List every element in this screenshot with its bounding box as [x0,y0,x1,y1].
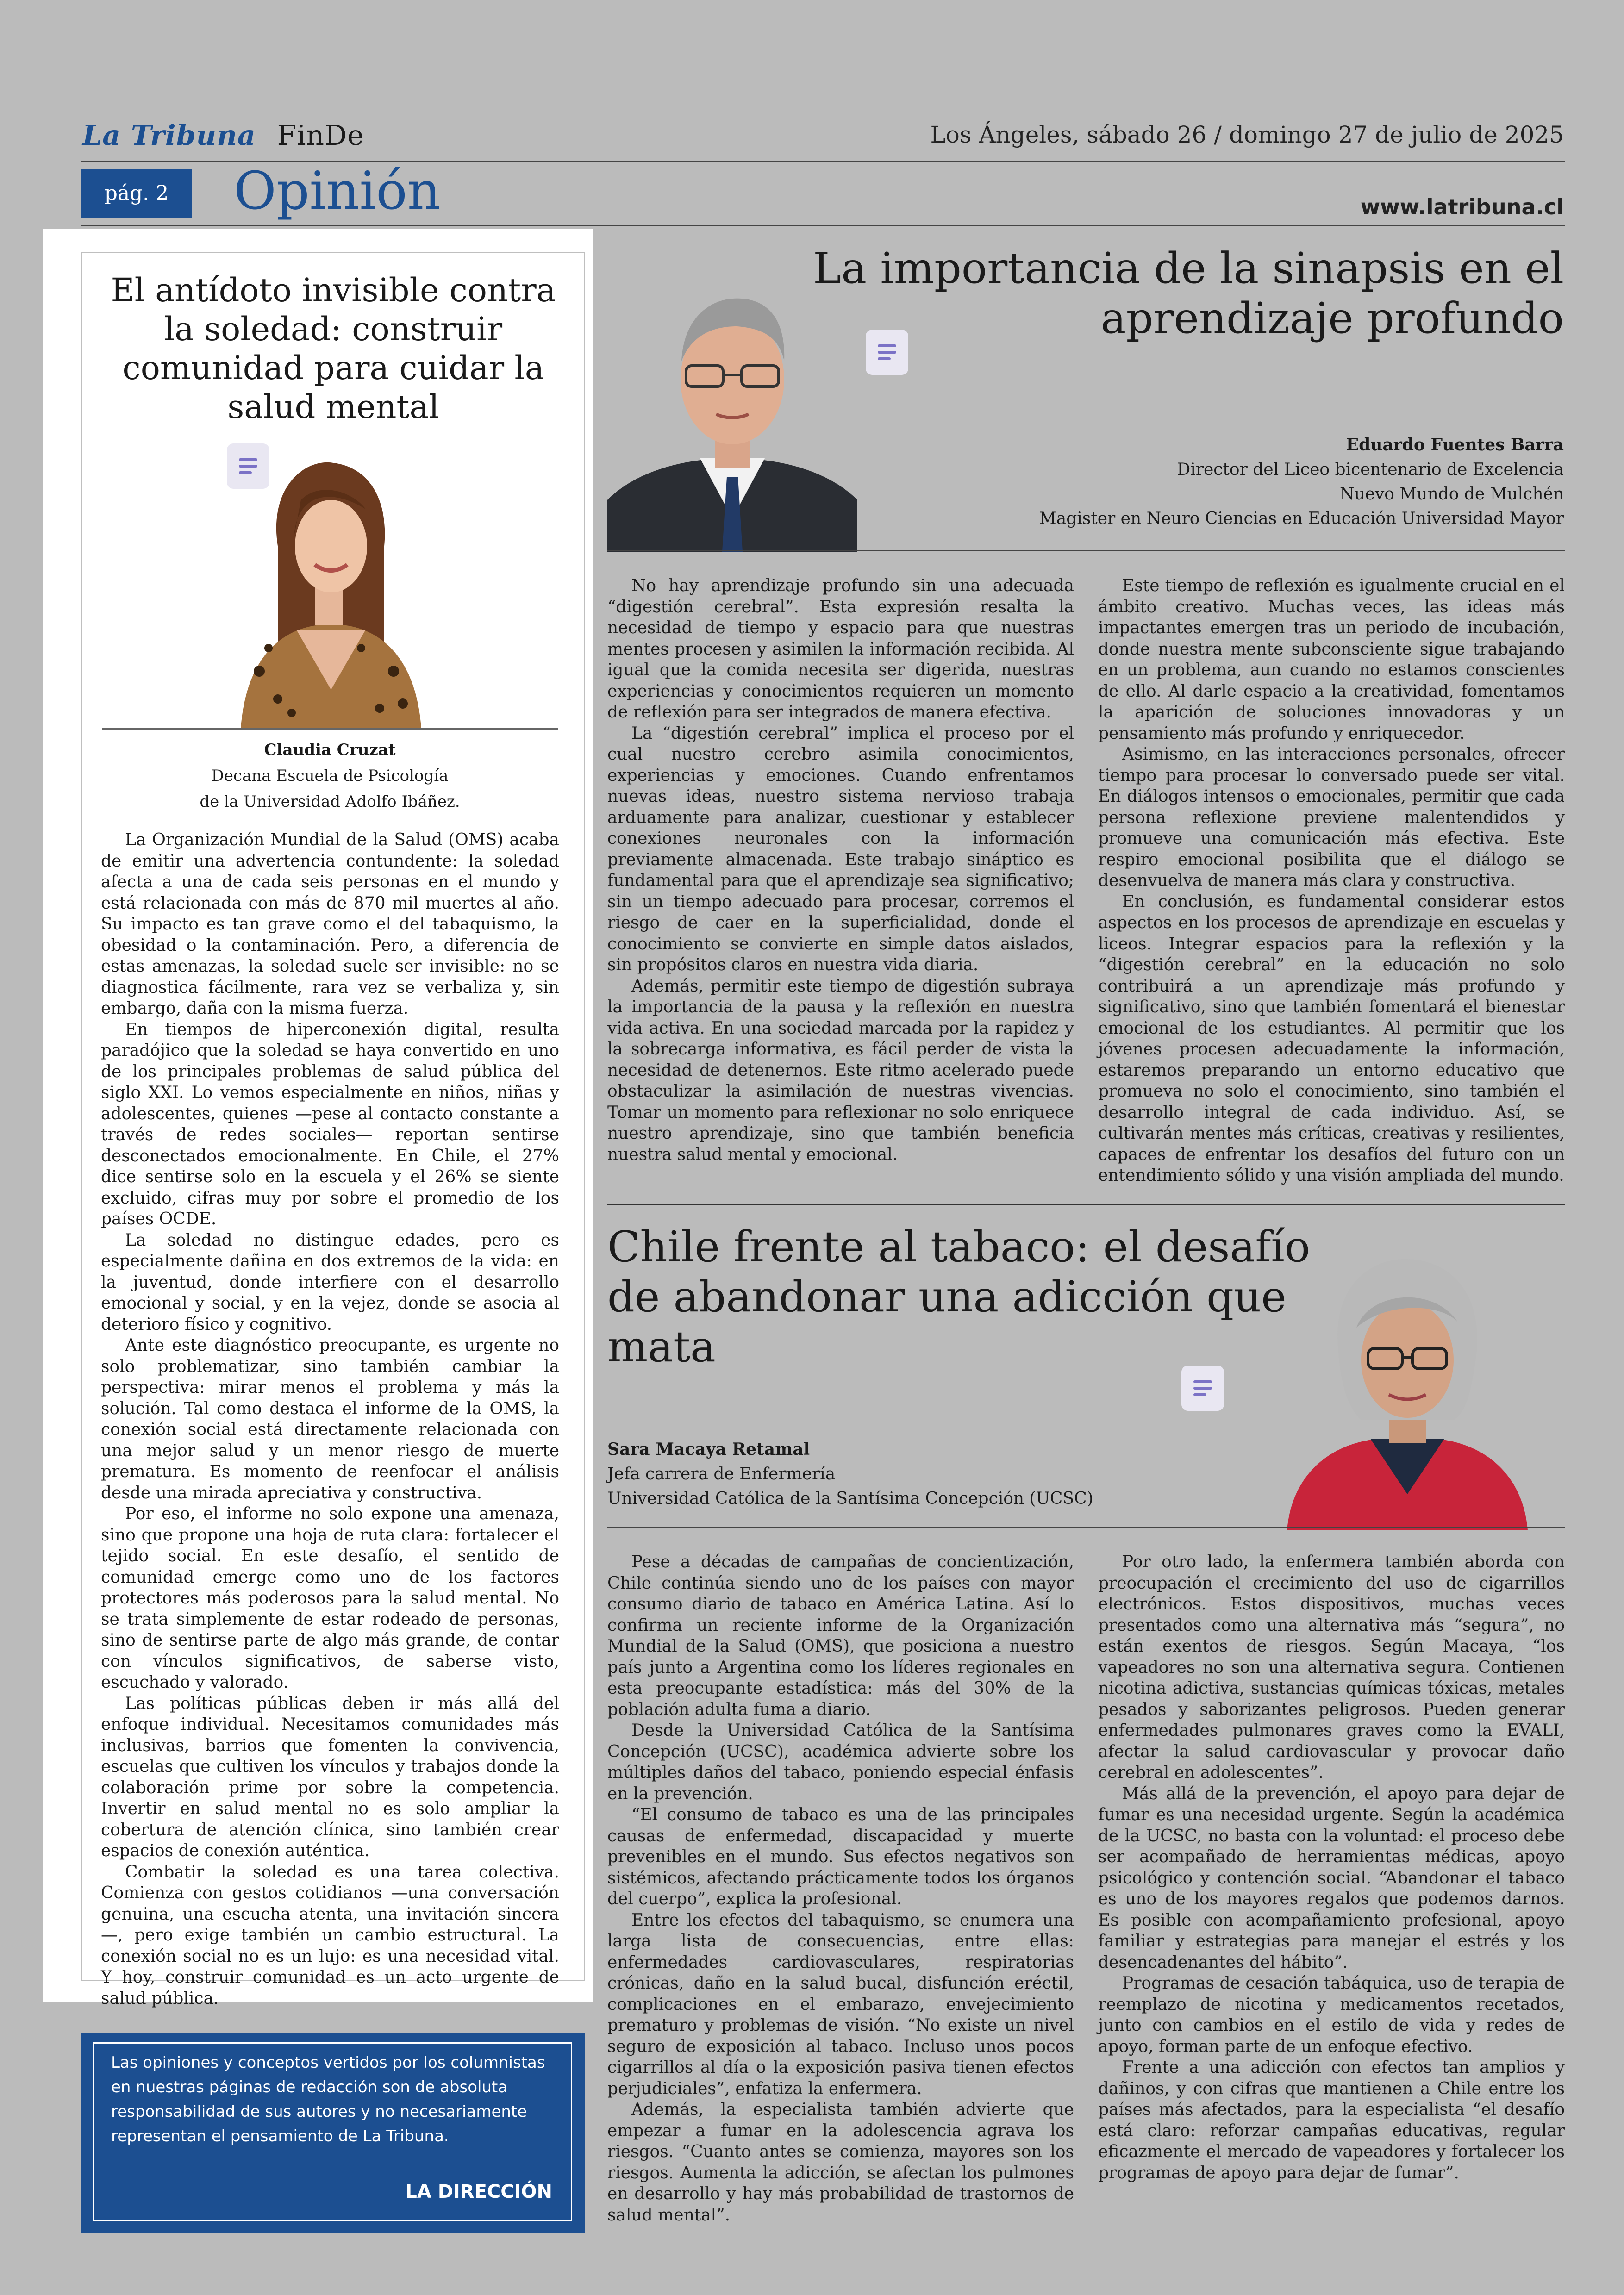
sinapsis-column-2 [1098,575,1565,1184]
paragraph: Más allá de la prevención, el apoyo para dejar de fumar es una necesidad urgente. Según la académica de la UCSC, no basta con la voluntad: el proceso debe ser acompañado de herramientas médicas, apoyo psicológico y contención social. “Abandonar el tabaco es uno de los mayores regalos que podemos darnos. Es posible con acompañamiento profesional, apoyo familiar y estrategias para manejar el estrés y los desencadenantes del hábito”. [1098,1784,1565,1972]
author-name: Claudia Cruzat [264,741,396,759]
paragraph: Desde la Universidad Católica de la Santísima Concepción (UCSC), académica advierte sobre los múltiples daños del tabaco, poniendo especial énfasis en la prevención. [607,1721,1074,1803]
byline-rule [607,1527,1565,1528]
author-title: Magister en Neuro Ciencias en Educación Universidad Mayor [1039,509,1564,528]
paragraph: Frente a una adicción con efectos tan amplios y dañinos, y con cifras que mantienen a Chile entre los países más afectados, para la especialista “el desafío está claro: reforzar campañas educativas, regular eficazmente el mercado de vapeadores y fortalecer los programas de apoyo para dejar de fumar”. [1098,2058,1565,2183]
left-article-headline: El antídoto invisible contra la soledad: construir comunidad para cuidar la salud mental [111,271,556,426]
paragraph: Asimismo, en las interacciones personales, ofrecer tiempo para procesar lo conversado puede ser vital. En diálogos intensos o emocionales, permitir que cada persona reflexione previene malentendidos y promueve una comunicación más efectiva. Este respiro emocional posibilita que el diálogo se desenvuelva de manera más clara y constructiva. [1098,745,1565,890]
tabaco-column-2 [1098,1552,1565,2234]
article-divider [607,1204,1565,1205]
paragraph: Además, permitir este tiempo de digestión subraya la importancia de la pausa y la reflexión en nuestra vida activa. En una sociedad marcada por la rapidez y la sobrecarga informativa, es fácil perder de vista la necesidad de detenernos. Este ritmo acelerado puede obstaculizar la asimilación de nuestras vivencias. Tomar un momento para reflexionar no solo enriquece nuestro aprendizaje, sino que también beneficia nuestra salud mental y emocional. [607,976,1074,1164]
brand-name: La Tribuna [82,119,256,152]
paragraph: En tiempos de hiperconexión digital, resulta paradójico que la soledad se haya convertido en uno de los principales problemas de salud pública del siglo XXI. Lo vemos especialmente en niños, niñas y adolescentes, quienes —pese al contacto constante a través de redes sociales— reportan sentirse desconectados emocionalmente. En Chile, el 27% dice sentirse solo en la escuela y el 26% se siente excluido, cifras muy por sobre el promedio de los países OCDE. [101,1020,559,1229]
dateline: Los Ángeles, sábado 26 / domingo 27 de julio de 2025 [930,121,1564,148]
masthead-logo [82,119,364,152]
paragraph: Pese a décadas de campañas de concientización, Chile continúa siendo uno de los países con mayor consumo diario de tabaco en América Latina. Así lo confirma un reciente informe de la Organización Mundial de la Salud (OMS), que posiciona a nuestro país junto a Argentina como los líderes regionales en esta preocupante estadística: más del 30% de la población adulta fuma a diario. [607,1553,1074,1719]
sinapsis-author-byline [962,433,1564,531]
sinapsis-headline: La importancia de la sinapsis en el aprendizaje profundo [813,243,1564,343]
paragraph: “El consumo de tabaco es una de las principales causas de enfermedad, discapacidad y muerte prevenibles en el mundo. Sus efectos negativos son sistémicos, afectando prácticamente todos los órganos del cuerpo”, explica la profesional. [607,1805,1074,1908]
author-photo-claudia-cruzat [199,430,449,729]
paragraph: La Organización Mundial de la Salud (OMS) acaba de emitir una advertencia contundente: la soledad afecta a una de cada seis personas en el mundo y está relacionada con más de 870 mil muertes al año. Su impacto es tan grave como el del tabaquismo, la obesidad o la contaminación. Pero, a diferencia de estas amenazas, la soledad suele ser invisible: no se diagnostica fácilmente, rara vez se verbaliza y, sin embargo, daña con la misma fuerza. [101,830,559,1018]
disclaimer-text: Las opiniones y conceptos vertidos por los columnistas en nuestras páginas de redacción son de absoluta responsabilidad de sus autores y no necesariamente representan el pensamiento de La Tribuna. [111,2053,545,2145]
paragraph: La “digestión cerebral” implica el proceso por el cual nuestro cerebro asimila conocimientos, experiencias y emociones. Cuando enfrentamos nuevas ideas, nuestro sistema nervioso trabaja arduamente para analizar, cuestionar y establecer conexiones neuronales con la información previamente almacenada. Este trabajo sináptico es fundamental para que el aprendizaje sea significativo; sin un tiempo adecuado para procesar, corremos el riesgo de caer en la superficialidad, donde el conocimiento se convierte en simple datos aislados, sin propósitos claros en nuestra vida diaria. [607,723,1074,974]
paragraph: Además, la especialista también advierte que empezar a fumar en la adolescencia agrava los riesgos. “Cuanto antes se comienza, mayores son los riesgos. Aumenta la adicción, se afectan los pulmones en desarrollo y hay más probabilidad de trastornos de salud mental”. [607,2100,1074,2225]
website-link[interactable]: www.latribuna.cl [1360,194,1564,219]
paragraph: Por otro lado, la enfermera también aborda con preocupación el crecimiento del uso de cigarrillos electrónicos. Estos dispositivos, muchas veces presentados como una alternativa más “segura”, no están exentos de riesgos. Según Macaya, “los vapeadores no son una alternativa segura. Contienen nicotina adictiva, sustancias químicas tóxicas, metales pesados y saborizantes peligrosos. Pueden generar enfermedades pulmonares graves como la EVALI, afectar la salud cardiovascular y provocar daño cerebral en adolescentes”. [1098,1553,1565,1782]
document-icon[interactable] [1181,1366,1224,1411]
author-title: Universidad Católica de la Santísima Concepción (UCSC) [607,1489,1093,1508]
section-title: Opinión [234,161,441,221]
author-name: Sara Macaya Retamal [607,1440,810,1459]
author-title: de la Universidad Adolfo Ibáñez. [200,792,460,811]
brand-supplement: FinDe [277,119,364,152]
paragraph: Por eso, el informe no solo expone una amenaza, sino que propone una hoja de ruta clara: fortalecer el tejido social. En este desafío, el sentido de comunidad emerge como uno de los factores protectores más poderosos para la salud mental. No se trata simplemente de estar rodeado de personas, sino de sentirse parte de algo más grande, de contar con vínculos significativos, de saberse visto, escuchado y valorado. [101,1504,559,1692]
sinapsis-column-1 [607,575,1074,1184]
paragraph: Programas de cesación tabáquica, uso de terapia de reemplazo de nicotina y medicamentos recetados, junto con cambios en el estilo de vida y redes de apoyo, forman parte de un enfoque efectivo. [1098,1974,1565,2056]
tabaco-column-1 [607,1552,1074,2234]
author-title: Jefa carrera de Enfermería [607,1465,836,1484]
paragraph: En conclusión, es fundamental considerar estos aspectos en los procesos de aprendizaje en escuelas y liceos. Integrar espacios para la reflexión y la “digestión cerebral” en la educación no solo contribuirá a un aprendizaje más profundo y significativo, sino que también fomentará el bienestar emocional de los estudiantes. Al permitir que los jóvenes procesen adecuadamente la información, estaremos preparando un entorno educativo que promueva no solo el conocimiento, sino también el desarrollo integral de cada individuo. Así, se cultivarán mentes más críticas, creativas y resilientes, capaces de enfrentar los desafíos del futuro con un entendimiento sólido y una visión ampliada del mundo. [1098,892,1565,1185]
author-title: Nuevo Mundo de Mulchén [1339,485,1564,504]
author-photo-sara-macaya [1250,1235,1565,1530]
author-title: Decana Escuela de Psicología [211,767,449,785]
paragraph: No hay aprendizaje profundo sin una adecuada “digestión cerebral”. Esta expresión resalta la necesidad de tiempo y espacio para que nuestras mentes procesen y asimilen la información recibida. Al igual que la comida necesita ser digerida, nuestras experiencias y conocimientos requieren un momento de reflexión para ser integrados de manera efectiva. [607,576,1074,722]
tabaco-author-byline [607,1437,1209,1511]
page-number-badge: pág. 2 [81,169,192,218]
paragraph: Combatir la soledad es una tarea colectiva. Comienza con gestos cotidianos —una conversación genuina, una escucha atenta, una invitación sincera—, pero exige también un cambio estructural. La conexión social no es un lujo: es una necesidad vital. Y hoy, construir comunidad es un acto urgente de salud pública. [101,1862,559,2008]
author-rule [102,728,558,730]
paragraph: La soledad no distingue edades, pero es especialmente dañina en dos extremos de la vida: en la juventud, donde interfiere con el desarrollo emocional y social, y en la vejez, donde se asocia al deterioro físico y cognitivo. [101,1230,559,1334]
tabaco-headline: Chile frente al tabaco: el desafío de abandonar una adicción que mata [607,1222,1311,1372]
author-title: Director del Liceo bicentenario de Excelencia [1177,460,1564,479]
paragraph: Ante este diagnóstico preocupante, es urgente no solo problematizar, sino también cambiar la perspectiva: mirar menos el problema y más la solución. Tal como destaca el informe de la OMS, la conexión social está directamente relacionada con una mejor salud y un menor riesgo de muerte prematura. Es momento de reenfocar el análisis desde una mirada apreciativa y constructiva. [101,1336,559,1503]
left-author-byline [102,737,558,815]
paragraph: Entre los efectos del tabaquismo, se enumera una larga lista de consecuencias, entre ellas: enfermedades cardiovasculares, respiratorias crónicas, daño en la salud bucal, disfunción eréctil, complicaciones en el embarazo, envejecimiento prematuro y problemas de visión. “No existe un nivel seguro de exposición al tabaco. Incluso unos pocos cigarrillos al día o la exposición pasiva tienen efectos perjudiciales”, enfatiza la enfermera. [607,1910,1074,2098]
paragraph: Este tiempo de reflexión es igualmente crucial en el ámbito creativo. Muchas veces, las ideas más impactantes emergen tras un periodo de incubación, donde nuestra mente subconsciente sigue trabajando en un problema, aun cuando no estamos conscientes de ello. Al darle espacio a la creatividad, fomentamos la aparición de soluciones innovadoras y un pensamiento más profundo y enriquecedor. [1098,576,1565,743]
paragraph: Las políticas públicas deben ir más allá del enfoque individual. Necesitamos comunidades más inclusivas, barrios que fomenten la convivencia, escuelas que cultiven los vínculos y trabajos donde la colaboración prime por sobre la competencia. Invertir en salud mental no es solo ampliar la cobertura de atención clínica, sino también crear espacios de conexión auténtica. [101,1694,559,1860]
disclaimer-signature: LA DIRECCIÓN [405,2181,552,2202]
author-name: Eduardo Fuentes Barra [1346,435,1564,455]
left-article-body [101,829,559,2008]
byline-rule [607,550,1565,551]
section-rule [81,225,1565,226]
